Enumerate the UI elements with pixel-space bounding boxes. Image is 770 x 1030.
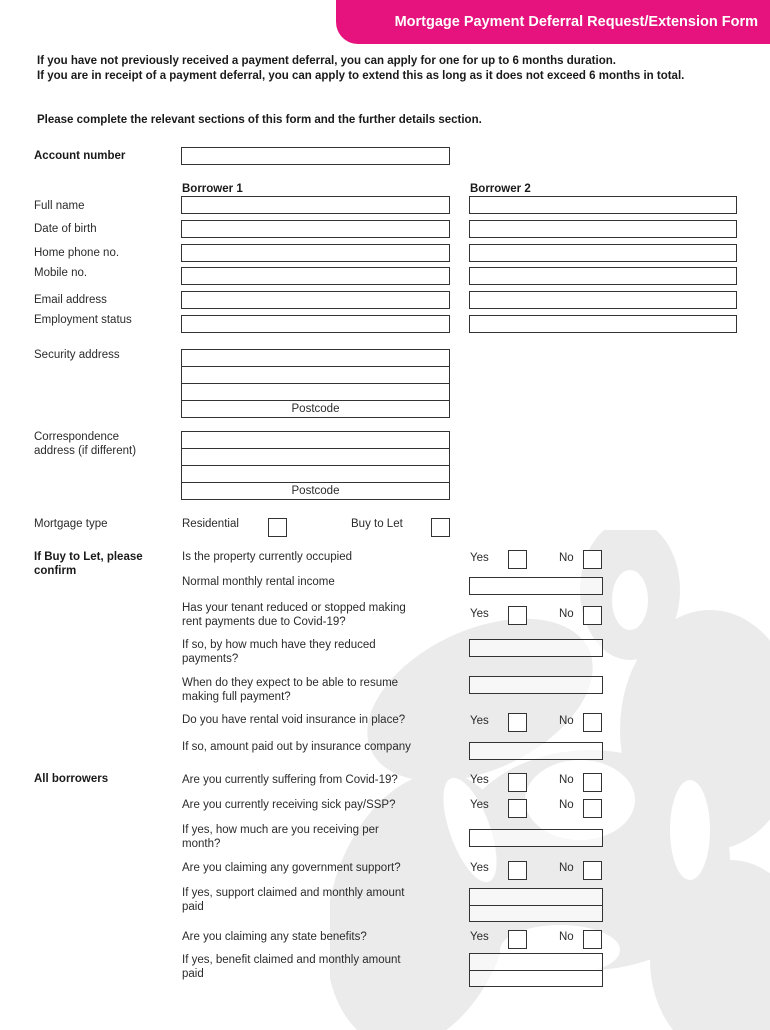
intro-line-1: If you have not previously received a payment deferral, you can apply for one for up to 6 months duration. [37,55,616,67]
support-claimed-line-2: paid [182,901,204,913]
sick-pay-yes-checkbox[interactable] [508,799,527,818]
btl-heading-line-2: confirm [34,565,77,577]
reduction-amount-question [182,638,452,666]
security-address-line-2[interactable] [182,367,449,384]
government-support-yes-checkbox[interactable] [508,861,527,880]
mortgage-type-label: Mortgage type [34,518,108,530]
sick-pay-amount-line-2: month? [182,838,221,850]
benefit-claimed-line-1: If yes, benefit claimed and monthly amount [182,954,401,966]
borrower-2-heading: Borrower 2 [470,183,531,195]
correspondence-address-label [34,430,136,458]
no-label: No [559,931,574,943]
security-postcode-label: Postcode [291,403,340,415]
security-address-line-3[interactable] [182,384,449,401]
form-title: Mortgage Payment Deferral Request/Extension Form [394,14,758,30]
account-number-field[interactable] [181,147,450,165]
residential-checkbox[interactable] [268,518,287,537]
borrower-2-mobile-field[interactable] [469,267,737,285]
tenant-reduced-line-2: rent payments due to Covid-19? [182,616,346,628]
benefit-claimed-line-2: paid [182,968,204,980]
form-title-banner [336,0,770,44]
borrower-1-mobile-field[interactable] [181,267,450,285]
sick-pay-amount-question [182,823,452,851]
government-support-question: Are you claiming any government support? [182,862,401,874]
btl-heading-line-1: If Buy to Let, please [34,551,143,563]
resume-payment-line-1: When do they expect to be able to resume [182,677,399,689]
mobile-label: Mobile no. [34,267,88,279]
borrower-2-home-phone-field[interactable] [469,244,737,262]
tenant-reduced-line-1: Has your tenant reduced or stopped making [182,602,406,614]
property-occupied-no-checkbox[interactable] [583,550,602,569]
benefit-claimed-line-divider [470,954,602,971]
benefit-claimed-field[interactable] [469,953,603,987]
sick-pay-no-checkbox[interactable] [583,799,602,818]
government-support-no-checkbox[interactable] [583,861,602,880]
sick-pay-amount-line-1: If yes, how much are you receiving per [182,824,379,836]
sick-pay-question: Are you currently receiving sick pay/SSP? [182,799,396,811]
intro-instruction: Please complete the relevant sections of this form and the further details section. [37,114,482,126]
security-address-field[interactable] [181,349,450,418]
borrower-1-heading: Borrower 1 [182,183,243,195]
void-insurance-question: Do you have rental void insurance in place? [182,714,406,726]
employment-status-label: Employment status [34,314,132,326]
email-label: Email address [34,294,107,306]
yes-label: Yes [470,799,489,811]
support-claimed-field[interactable] [469,888,603,922]
resume-payment-question [182,676,452,704]
full-name-label: Full name [34,200,85,212]
no-label: No [559,552,574,564]
reduction-amount-line-1: If so, by how much have they reduced [182,639,376,651]
security-address-line-1[interactable] [182,350,449,367]
rental-income-field[interactable] [469,577,603,595]
correspondence-address-field[interactable] [181,431,450,500]
correspondence-postcode-field[interactable] [182,483,449,500]
no-label: No [559,715,574,727]
yes-label: Yes [470,862,489,874]
resume-payment-line-2: making full payment? [182,691,291,703]
correspondence-address-line-3[interactable] [182,466,449,483]
date-of-birth-label: Date of birth [34,223,97,235]
borrower-1-dob-field[interactable] [181,220,450,238]
home-phone-label: Home phone no. [34,247,120,259]
property-occupied-question: Is the property currently occupied [182,551,353,563]
security-address-label: Security address [34,349,120,361]
no-label: No [559,799,574,811]
tenant-reduced-question [182,601,452,629]
borrower-1-employment-field[interactable] [181,315,450,333]
borrower-2-dob-field[interactable] [469,220,737,238]
covid-yes-checkbox[interactable] [508,773,527,792]
buy-to-let-label: Buy to Let [351,518,403,530]
state-benefits-no-checkbox[interactable] [583,930,602,949]
no-label: No [559,774,574,786]
correspondence-label-line-1: Correspondence [34,431,120,443]
correspondence-address-line-1[interactable] [182,432,449,449]
all-borrowers-section-heading: All borrowers [34,773,109,785]
support-claimed-line-divider [470,889,602,906]
buy-to-let-checkbox[interactable] [431,518,450,537]
covid-question: Are you currently suffering from Covid-19? [182,774,398,786]
no-label: No [559,862,574,874]
borrower-1-full-name-field[interactable] [181,196,450,214]
yes-label: Yes [470,608,489,620]
correspondence-label-line-2: address (if different) [34,445,137,457]
sick-pay-amount-field[interactable] [469,829,603,847]
void-insurance-no-checkbox[interactable] [583,713,602,732]
insurance-payout-field[interactable] [469,742,603,760]
benefit-claimed-question [182,953,452,981]
intro-text [37,54,742,83]
state-benefits-yes-checkbox[interactable] [508,930,527,949]
no-label: No [559,608,574,620]
borrower-1-email-field[interactable] [181,291,450,309]
yes-label: Yes [470,552,489,564]
reduction-amount-line-2: payments? [182,653,239,665]
yes-label: Yes [470,715,489,727]
state-benefits-question: Are you claiming any state benefits? [182,931,367,943]
reduction-amount-field[interactable] [469,639,603,657]
tenant-reduced-yes-checkbox[interactable] [508,606,527,625]
correspondence-postcode-label: Postcode [291,485,340,497]
tenant-reduced-no-checkbox[interactable] [583,606,602,625]
resume-payment-field[interactable] [469,676,603,694]
correspondence-address-line-2[interactable] [182,449,449,466]
borrower-2-email-field[interactable] [469,291,737,309]
borrower-2-employment-field[interactable] [469,315,737,333]
borrower-1-home-phone-field[interactable] [181,244,450,262]
yes-label: Yes [470,931,489,943]
support-claimed-question [182,886,452,914]
buy-to-let-section-heading [34,550,143,578]
account-number-label: Account number [34,150,126,162]
intro-line-2: If you are in receipt of a payment deferral, you can apply to extend this as long as it does not exceed 6 months in total. [37,69,685,82]
support-claimed-line-1: If yes, support claimed and monthly amount [182,887,405,899]
rental-income-question: Normal monthly rental income [182,576,335,588]
residential-label: Residential [182,518,239,530]
yes-label: Yes [470,774,489,786]
borrower-2-full-name-field[interactable] [469,196,737,214]
property-occupied-yes-checkbox[interactable] [508,550,527,569]
void-insurance-yes-checkbox[interactable] [508,713,527,732]
security-postcode-field[interactable] [182,401,449,418]
covid-no-checkbox[interactable] [583,773,602,792]
insurance-payout-question: If so, amount paid out by insurance company [182,741,411,753]
